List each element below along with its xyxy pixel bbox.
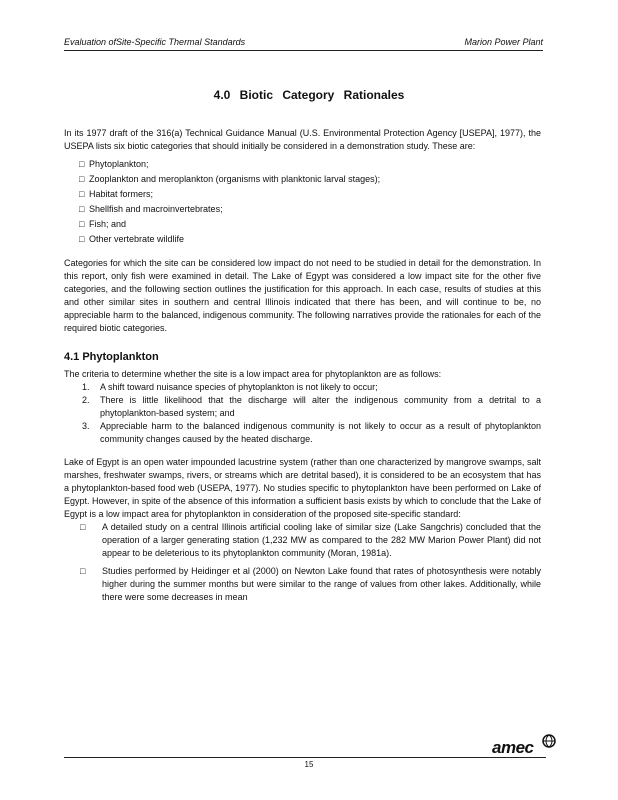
bullet-icon: □ (80, 566, 86, 576)
list-item: □ Phytoplankton; (79, 157, 541, 172)
list-item: □ Zooplankton and meroplankton (organisms with planktonic larval stages); (79, 172, 541, 187)
page-number: 15 (304, 760, 314, 769)
list-item: 1. A shift toward nuisance species of phytoplankton is not likely to occur; (82, 382, 378, 392)
subsection-title: 4.1 Phytoplankton (64, 351, 159, 363)
header-site-name: Marion Power Plant (464, 37, 543, 47)
list-item: □ Fish; and (79, 217, 541, 232)
bullet-icon: □ (79, 234, 85, 244)
section-title: 4.0 Biotic Category Rationales (213, 88, 405, 102)
evidence-list (64, 521, 541, 604)
header-document-title: Evaluation ofSite-Specific Thermal Standards (64, 37, 246, 47)
criteria-list (64, 381, 541, 446)
bullet-icon: □ (79, 174, 85, 184)
bullet-icon: □ (79, 204, 85, 214)
globe-icon (542, 734, 556, 748)
list-item: □ Habitat formers; (79, 187, 541, 202)
bullet-icon: □ (80, 522, 86, 532)
list-item: □ Studies performed by Heidinger et al (2000) on Newton Lake found that rates of photosynthesis were notably higher during the summer months but were similar to the range of values from other lakes. Additionally, while there were some decreases in mean (80, 566, 541, 602)
page-header (64, 36, 543, 51)
lake-paragraph: Lake of Egypt is an open water impounded lacustrine system (rather than one characterized by mangrove swamps, salt marshes, freshwater swamps, rivers, or streams which are detrital based), it is considered to be an ecosystem that has a phytoplankton-based food web (USEPA, 1977). No studies specific to phytoplankton have been performed on Lake of Egypt. However, in spite of the absence of this information a sufficient basis exists by which to conclude that the Lake of Egypt is a low impact area for phytoplankton in consideration of the proposed site-specific standard: (64, 457, 541, 519)
intro-paragraph: In its 1977 draft of the 316(a) Technical Guidance Manual (U.S. Environmental Protection Agency [USEPA], 1977), the USEPA lists six biotic categories that should initially be considered in a demonstration study. These are: (64, 128, 541, 151)
footer-rule (64, 757, 546, 758)
list-item: □ Other vertebrate wildlife (79, 232, 541, 247)
bullet-icon: □ (79, 159, 85, 169)
categories-paragraph: Categories for which the site can be considered low impact do not need to be studied in detail for the demonstration. In this report, only fish were examined in detail. The Lake of Egypt was considered a low impact site for the other five categories, and the following section outlines the justification for this approach. In each case, results of studies at this and other similar sites in southern and central Illinois indicated that there has been, and will continue to be, no appreciable harm to the balanced, indigenous community. The following narratives provide the rationales for each of the required biotic categories. (64, 258, 541, 333)
criteria-intro: The criteria to determine whether the site is a low impact area for phytoplankton are as follows: (64, 369, 442, 379)
logo-text: amec (492, 738, 534, 757)
bullet-icon: □ (79, 189, 85, 199)
list-item: 2. There is little likelihood that the discharge will alter the indigenous community from a detrital to a phytoplankton-based system; and (82, 395, 541, 418)
list-item: □ Shellfish and macroinvertebrates; (79, 202, 541, 217)
bullet-icon: □ (79, 219, 85, 229)
list-item: 3. Appreciable harm to the balanced indigenous community is not likely to occur as a result of phytoplankton community changes caused by the heated discharge. (82, 421, 541, 444)
amec-logo (492, 738, 533, 758)
biotic-category-list (64, 157, 541, 247)
list-item: □ A detailed study on a central Illinois artificial cooling lake of similar size (Lake Sangchris) concluded that the operation of a larger generating station (1,232 MW as compared to the 282 MW Marion Power Plant) did not appear to be deleterious to its phytoplankton community (Moran, 1981a). (80, 522, 541, 558)
document-body (64, 127, 541, 609)
